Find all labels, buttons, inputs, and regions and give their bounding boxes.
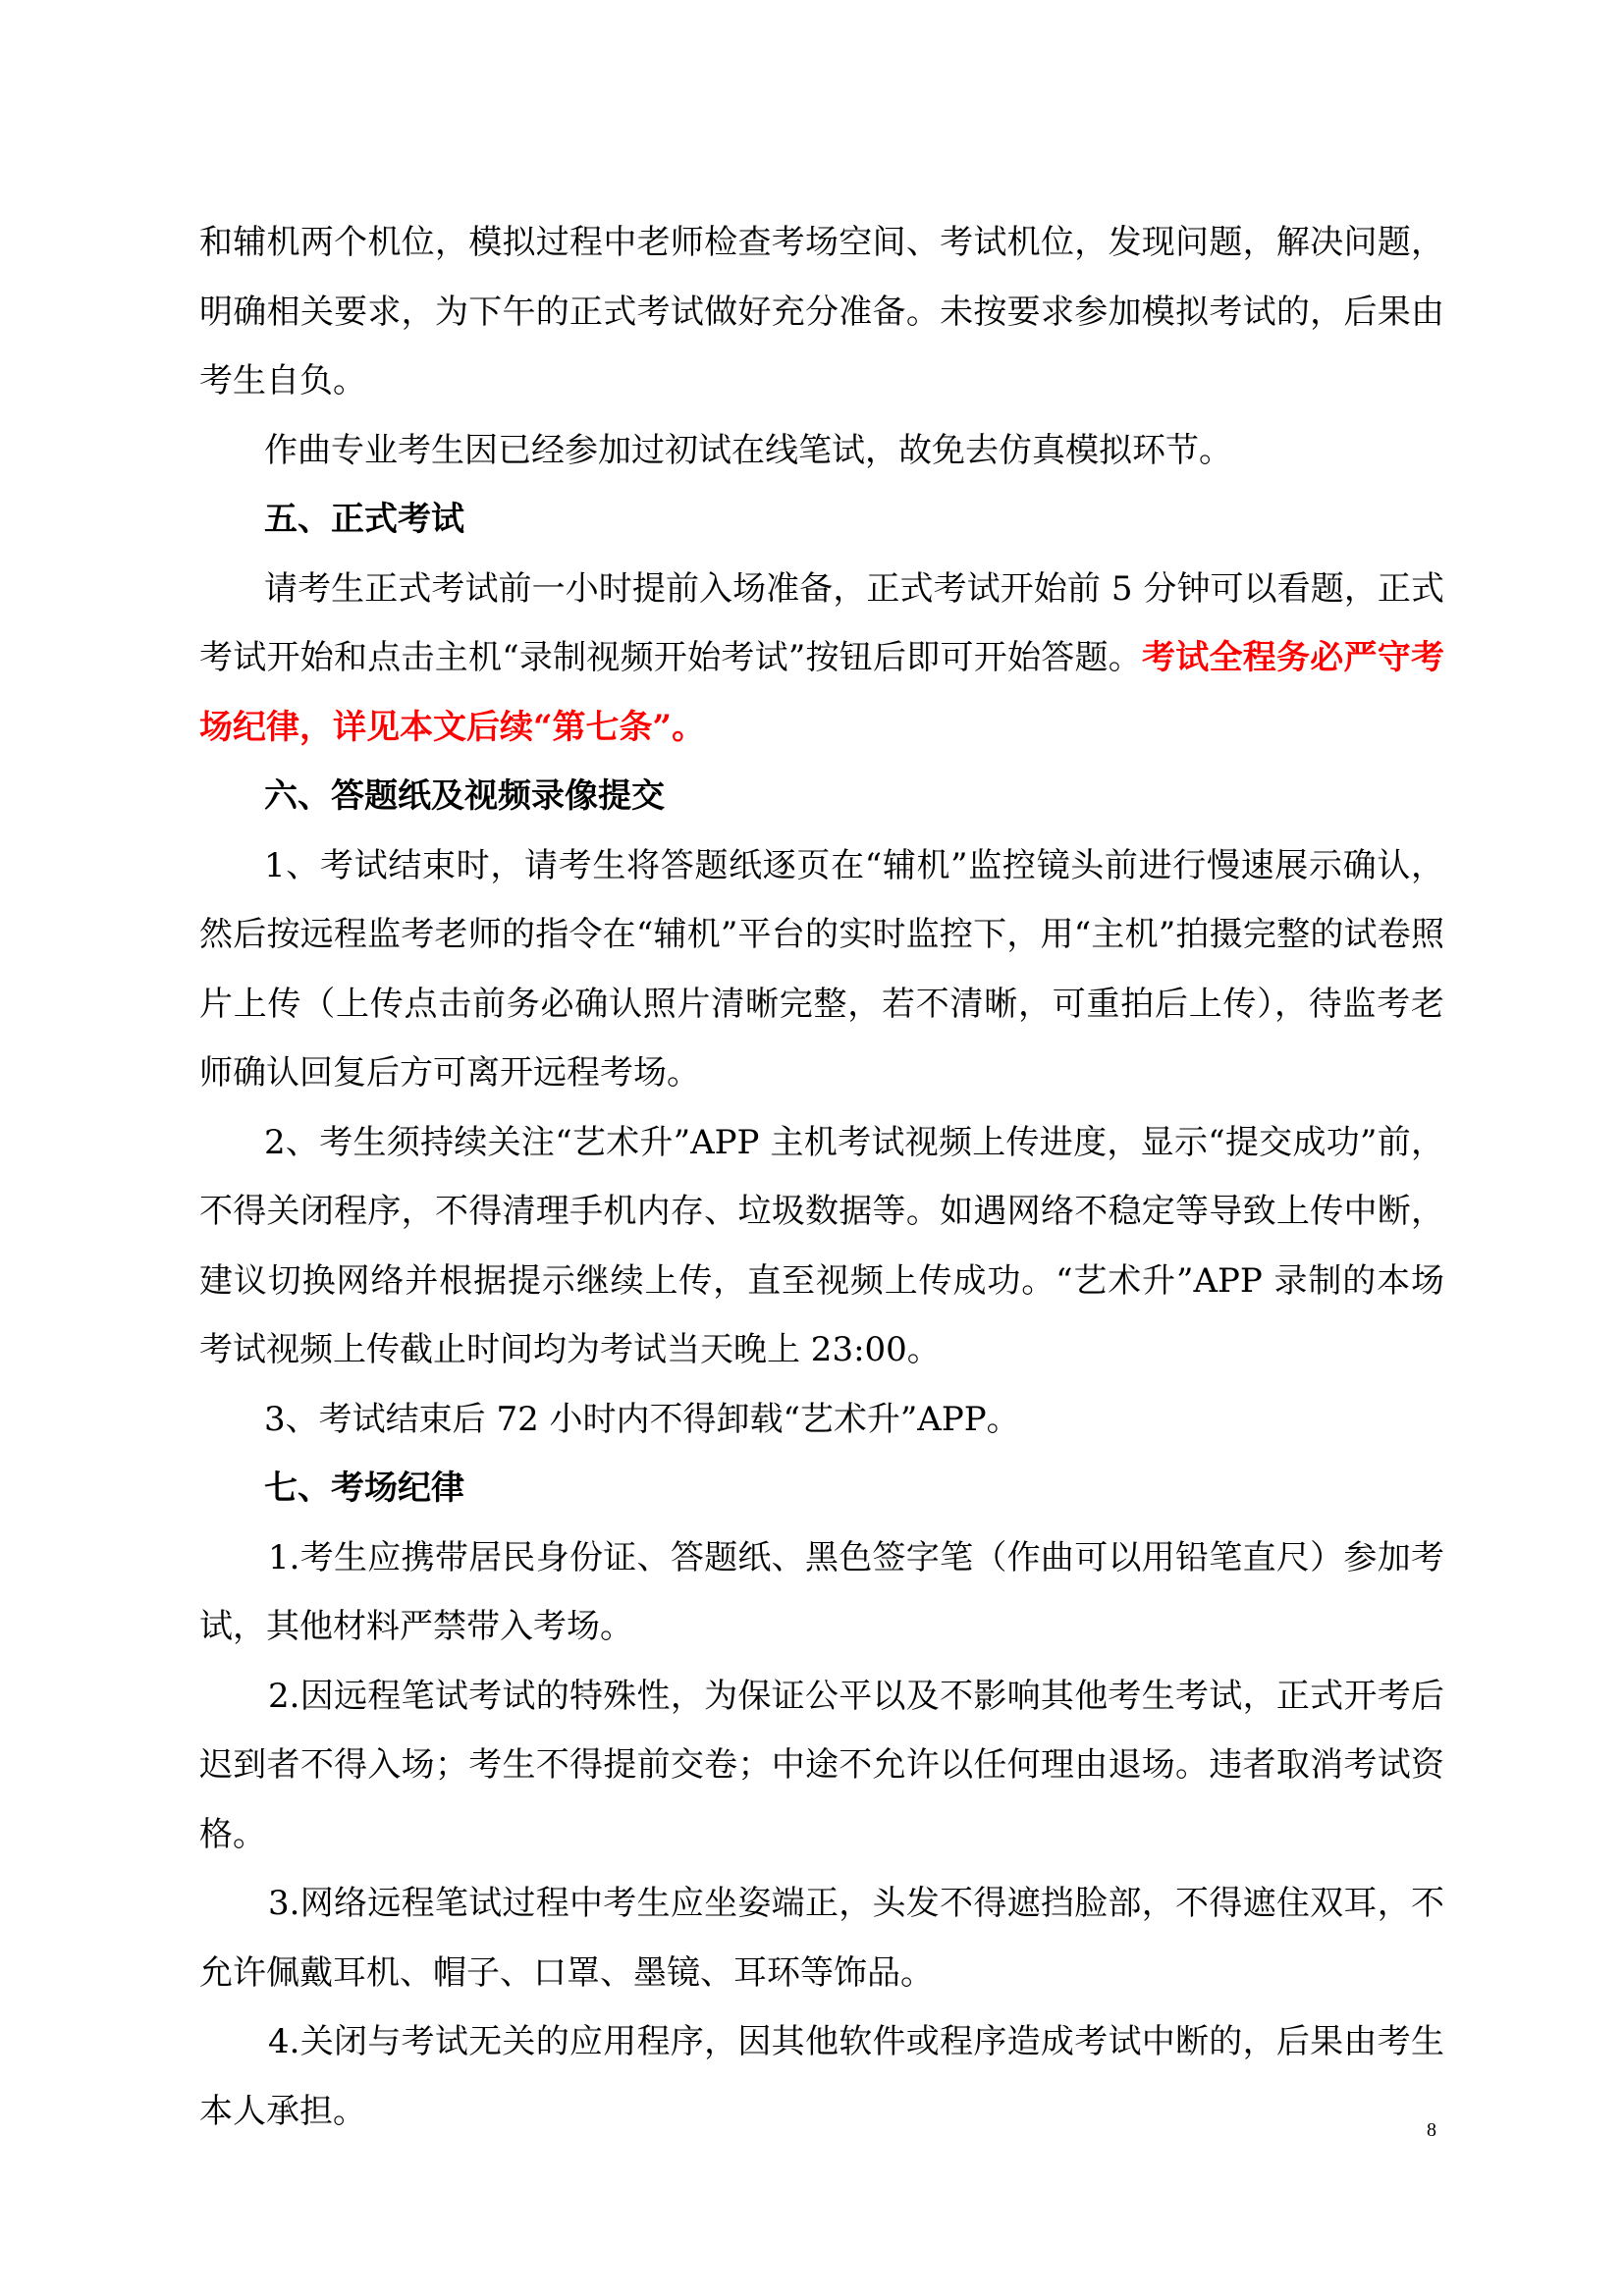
section-5-red-notice: 考试全程务必严守考场纪律，详见本文后续“第七条”。 <box>199 638 1444 747</box>
section-6-item-2: 2、考生须持续关注“艺术升”APP 主机考试视频上传进度，显示“提交成功”前，不得关闭程序，不得清理手机内存、垃圾数据等。如遇网络不稳定等导致上传中断，建议切换网络并根据提示继续上传，直至视频上传成功。“艺术升”APP 录制的本场考试视频上传截止时间均为考试当天晚上 23:00。 <box>199 1122 1444 1369</box>
section-6-item-3: 3、考试结束后 72 小时内不得卸载“艺术升”APP。 <box>264 1399 1020 1439</box>
section-5-body <box>199 555 1444 763</box>
composition-note: 作曲专业考生因已经参加过初试在线笔试，故免去仿真模拟环节。 <box>264 430 1232 470</box>
section-5-heading: 五、正式考试 <box>264 500 464 539</box>
section-6-heading: 六、答题纸及视频录像提交 <box>264 776 665 816</box>
section-7-item-4: 4.关闭与考试无关的应用程序，因其他软件或程序造成考试中断的，后果由考生本人承担。 <box>199 2022 1444 2131</box>
page-number: 8 <box>1427 2119 1436 2141</box>
intro-paragraph: 和辅机两个机位，模拟过程中老师检查考场空间、考试机位，发现问题，解决问题，明确相关要求，为下午的正式考试做好充分准备。未按要求参加模拟考试的，后果由考生自负。 <box>199 223 1444 400</box>
section-7-item-1: 1.考生应携带居民身份证、答题纸、黑色签字笔（作曲可以用铅笔直尺）参加考试，其他材料严禁带入考场。 <box>199 1537 1444 1646</box>
section-7-heading: 七、考场纪律 <box>264 1468 464 1508</box>
section-7-item-2: 2.因远程笔试考试的特殊性，为保证公平以及不影响其他考生考试，正式开考后迟到者不得入场；考生不得提前交卷；中途不允许以任何理由退场。违者取消考试资格。 <box>199 1676 1444 1854</box>
document-page <box>199 208 1444 2146</box>
section-5-body-text: 请考生正式考试前一小时提前入场准备，正式考试开始前 5 分钟可以看题，正式考试开始和点击主机“录制视频开始考试”按钮后即可开始答题。 <box>199 568 1444 677</box>
section-7-item-3: 3.网络远程笔试过程中考生应坐姿端正，头发不得遮挡脸部，不得遮住双耳，不允许佩戴耳机、帽子、口罩、墨镜、耳环等饰品。 <box>199 1884 1444 1993</box>
section-6-item-1: 1、考试结束时，请考生将答题纸逐页在“辅机”监控镜头前进行慢速展示确认，然后按远程监考老师的指令在“辅机”平台的实时监控下，用“主机”拍摄完整的试卷照片上传（上传点击前务必确认照片清晰完整，若不清晰，可重拍后上传），待监考老师确认回复后方可离开远程考场。 <box>199 845 1444 1093</box>
